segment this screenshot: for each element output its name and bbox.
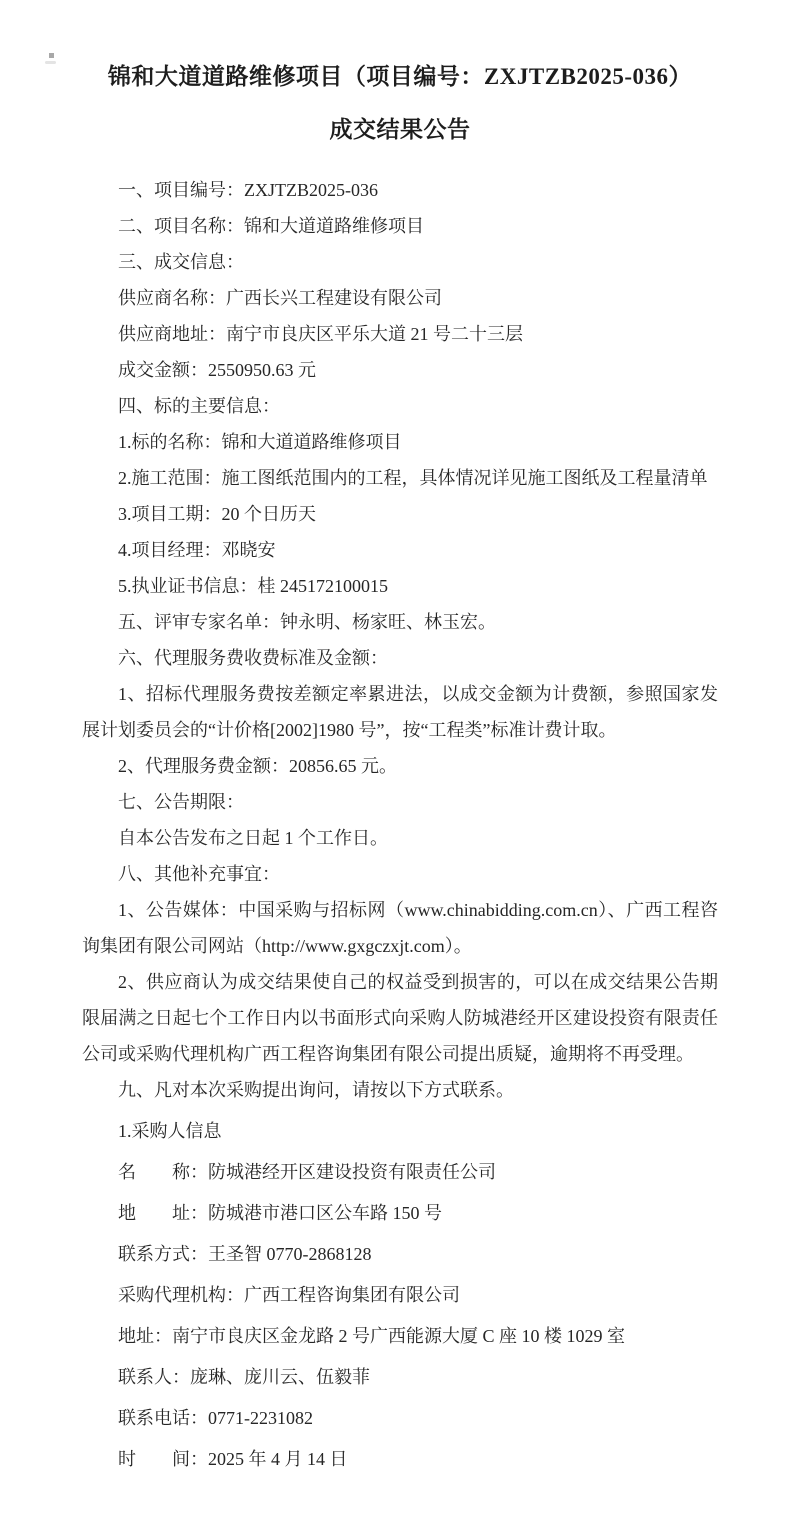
document-title: 锦和大道道路维修项目（项目编号：ZXJTZB2025-036） — [107, 64, 693, 89]
paragraph-project-manager: 4.项目经理：邓晓安 — [118, 540, 276, 560]
paragraph-construction-scope: 2.施工范围：施工图纸范围内的工程，具体情况详见施工图纸及工程量清单 — [118, 468, 708, 488]
document-subtitle: 成交结果公告 — [329, 117, 471, 142]
paragraph-notice-period: 自本公告发布之日起 1 个工作日。 — [118, 828, 388, 848]
paragraph-project-name: 二、项目名称：锦和大道道路维修项目 — [118, 216, 424, 236]
paragraph-agency-address: 地址：南宁市良庆区金龙路 2 号广西能源大厦 C 座 10 楼 1029 室 — [118, 1326, 626, 1346]
paragraph-supplier-name: 供应商名称：广西长兴工程建设有限公司 — [118, 288, 442, 308]
paragraph-license-info: 5.执业证书信息：桂 245172100015 — [118, 576, 388, 596]
paragraph-purchaser-name: 名 称：防城港经开区建设投资有限责任公司 — [118, 1162, 496, 1182]
paragraph-objection-procedure: 2、供应商认为成交结果使自己的权益受到损害的，可以在成交结果公告期限届满之日起七个工作日内以书面形式向采购人防城港经开区建设投资有限责任公司或采购代理机构广西工程咨询集团有限公司提出质疑，逾期将不再受理。 — [82, 972, 718, 1064]
paragraph-purchaser-address: 地 址：防城港市港口区公车路 150 号 — [118, 1203, 442, 1223]
paragraph-purchaser-info-heading: 1.采购人信息 — [118, 1121, 222, 1141]
paragraph-purchaser-contact: 联系方式：王圣智 0770-2868128 — [118, 1244, 372, 1264]
paragraph-agency-phone: 联系电话：0771-2231082 — [118, 1408, 313, 1428]
paragraph-subject-info-heading: 四、标的主要信息： — [118, 396, 280, 416]
document-body — [82, 172, 718, 1477]
paragraph-agency-fee-method: 1、招标代理服务费按差额定率累进法，以成交金额为计费额，参照国家发展计划委员会的“计价格[2002]1980 号”，按“工程类”标准计费计取。 — [82, 684, 718, 740]
paragraph-project-number: 一、项目编号：ZXJTZB2025-036 — [118, 180, 378, 200]
paragraph-announcement-media: 1、公告媒体：中国采购与招标网（www.chinabidding.com.cn）、广西工程咨询集团有限公司网站（http://www.gxgczxjt.com）。 — [82, 900, 718, 956]
paragraph-agency-fee-heading: 六、代理服务费收费标准及金额： — [118, 648, 388, 668]
paragraph-other-matters-heading: 八、其他补充事宜： — [118, 864, 280, 884]
document-header — [0, 0, 800, 156]
paragraph-expert-list: 五、评审专家名单：钟永明、杨家旺、林玉宏。 — [118, 612, 496, 632]
paragraph-deal-amount: 成交金额：2550950.63 元 — [118, 360, 316, 380]
paragraph-notice-period-heading: 七、公告期限： — [118, 792, 244, 812]
paragraph-agency-fee-amount: 2、代理服务费金额：20856.65 元。 — [118, 756, 397, 776]
paragraph-agency-name: 采购代理机构：广西工程咨询集团有限公司 — [118, 1285, 460, 1305]
paragraph-supplier-address: 供应商地址：南宁市良庆区平乐大道 21 号二十三层 — [118, 324, 523, 344]
paragraph-agency-contacts: 联系人：庞琳、庞川云、伍毅菲 — [118, 1367, 370, 1387]
speck-artifact — [49, 53, 54, 58]
paragraph-deal-info-heading: 三、成交信息： — [118, 252, 244, 272]
smudge-artifact — [45, 61, 56, 64]
paragraph-subject-name: 1.标的名称：锦和大道道路维修项目 — [118, 432, 402, 452]
paragraph-project-duration: 3.项目工期：20 个日历天 — [118, 504, 316, 524]
paragraph-announcement-date: 时 间：2025 年 4 月 14 日 — [118, 1449, 348, 1469]
paragraph-inquiry-contact-heading: 九、凡对本次采购提出询问，请按以下方式联系。 — [118, 1080, 514, 1100]
